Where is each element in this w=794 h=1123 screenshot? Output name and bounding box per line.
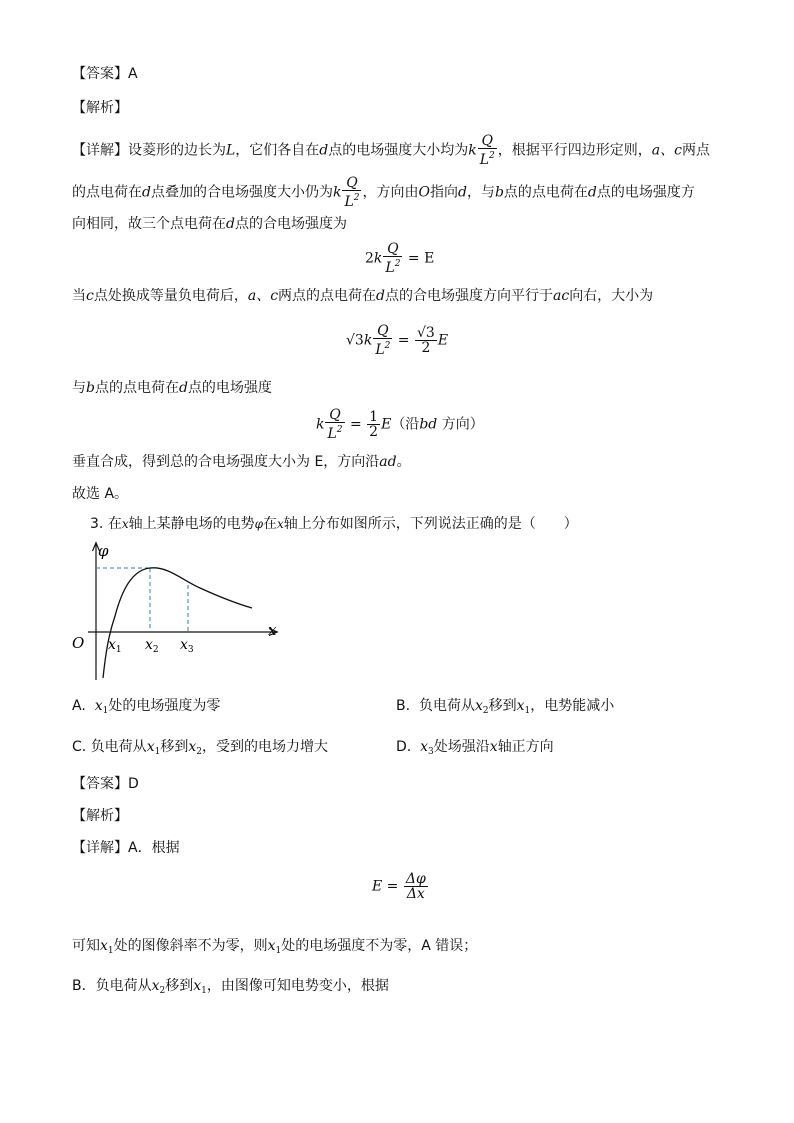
equation-4: E = $\frac{\Delta\varphi}{\Delta x}$ bbox=[372, 871, 426, 902]
option-c: C. 负电荷从$x_1$移到$x_2$，受到的电场力增大 bbox=[72, 739, 328, 757]
answer-label-2: 【答案】D bbox=[72, 776, 139, 792]
equation-1: 2k $\frac{Q}{L^2}$ = E bbox=[365, 241, 435, 276]
answer-label: 【答案】A bbox=[72, 66, 138, 82]
paragraph-5: 与b点的点电荷在d点的电场强度 bbox=[72, 380, 272, 396]
potential-graph bbox=[70, 538, 290, 686]
option-b: B. 负电荷从$x_2$移到$x_1$，电势能减小 bbox=[396, 698, 615, 716]
option-a: A. $x_1$处的电场强度为零 bbox=[72, 698, 221, 716]
x-axis-label: x bbox=[268, 621, 277, 639]
detail-paragraph-1: 【详解】设菱形的边长为L，它们各自在d点的电场强度大小均为k $\frac{Q}{L^2}$ ，根据平行四边形定则，a、c两点 bbox=[72, 133, 710, 168]
potential-curve bbox=[103, 568, 252, 678]
paragraph-4: 当c点处换成等量负电荷后，a、c两点的点电荷在d点的合电场强度方向平行于ac向右，大小为 bbox=[72, 288, 654, 304]
analysis-label: 【解析】 bbox=[72, 100, 128, 116]
fraction-q-over-l2: $\frac{Q}{L^2}$ bbox=[479, 133, 495, 168]
block2-paragraph-2: B．负电荷从$x_2$移到$x_1$，由图像可知电势变小，根据 bbox=[72, 978, 389, 996]
detail-paragraph-3: 向相同，故三个点电荷在d点的合电场强度为 bbox=[72, 216, 347, 232]
analysis-label-2: 【解析】 bbox=[72, 808, 128, 824]
tick-x3: $x_3$ bbox=[180, 637, 194, 655]
equation-2: √3k $\frac{Q}{L^2}$ = $\frac{√3}{2}$ E bbox=[346, 323, 449, 358]
option-d: D. $x_3$处场强沿x轴正方向 bbox=[396, 739, 554, 757]
equation-3: k $\frac{Q}{L^2}$ = $\frac{1}{2}$ E（沿bd 方向） bbox=[316, 407, 484, 442]
detail-paragraph-2: 的点电荷在d点叠加的合电场强度大小仍为k $\frac{Q}{L^2}$ ，方向由O指向d，与b点的点电荷在d点的电场强度方 bbox=[72, 175, 695, 210]
paragraph-6: 垂直合成，得到总的合电场强度大小为 E，方向沿ad。 bbox=[72, 454, 411, 470]
question-3: 3. 在x轴上某静电场的电势φ在x轴上分布如图所示，下列说法正确的是（ ） bbox=[90, 516, 578, 532]
detail-2: 【详解】A．根据 bbox=[72, 840, 180, 856]
paragraph-7: 故选 A。 bbox=[72, 486, 129, 502]
y-axis-label: φ bbox=[98, 542, 109, 560]
fraction-q-over-l2: $\frac{Q}{L^2}$ bbox=[344, 175, 360, 210]
tick-x2: $x_2$ bbox=[145, 637, 159, 655]
origin-label: O bbox=[72, 634, 85, 652]
tick-x1: $x_1$ bbox=[108, 637, 122, 655]
block2-paragraph-1: 可知$x_1$处的图像斜率不为零，则$x_1$处的电场强度不为零，A 错误； bbox=[72, 938, 478, 956]
